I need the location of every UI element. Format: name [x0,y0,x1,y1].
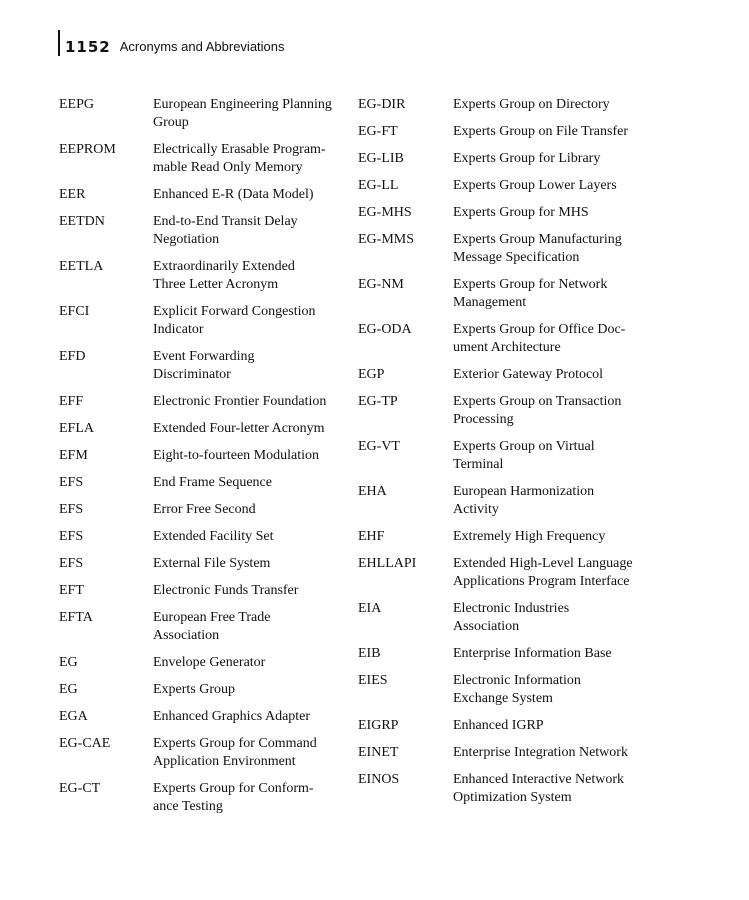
glossary-entry [59,393,349,411]
definition-line: European Harmonization [453,484,595,499]
entry-definition [153,303,349,339]
definition-line: Discriminator [153,367,231,382]
definition-line: Activity [453,502,499,517]
definition-line: Experts Group on Virtual [453,439,595,454]
entry-definition [453,672,658,708]
entry-acronym: EIES [358,673,388,688]
entry-definition [453,483,658,519]
entry-acronym: EG-VT [358,439,400,454]
definition-line: Experts Group on Transaction [453,394,622,409]
definition-line: European Free Trade [153,610,271,625]
definition-line: Applications Program Interface [453,574,630,589]
glossary-entry [358,483,658,519]
glossary-entry [358,204,658,222]
entry-definition [153,609,349,645]
entry-definition [453,123,658,141]
definition-line: Eight-to-fourteen Modulation [153,448,320,463]
entry-definition [153,393,349,411]
glossary-entry [59,303,349,339]
entry-definition [153,258,349,294]
entry-definition [453,744,658,762]
entry-definition [153,141,349,177]
entry-acronym: EG-NM [358,277,404,292]
right-column [358,96,658,816]
entry-acronym: EFS [59,475,84,490]
definition-line: Extended Facility Set [153,529,274,544]
glossary-entry [358,276,658,312]
definition-line: Indicator [153,322,204,337]
entry-definition [153,555,349,573]
glossary-entry [59,96,349,132]
definition-line: Experts Group [153,682,236,697]
entry-definition [153,780,349,816]
definition-line: Electronic Industries [453,601,570,616]
definition-line: Envelope Generator [153,655,266,670]
entry-definition [153,654,349,672]
entry-acronym: EFM [59,448,88,463]
definition-line: Management [453,295,527,310]
header-rule [58,30,60,56]
glossary-entry [59,609,349,645]
definition-line: Association [153,628,220,643]
glossary-entry [59,582,349,600]
entry-definition [453,717,658,735]
definition-line: Electronic Frontier Foundation [153,394,327,409]
definition-line: European Engineering Planning [153,97,332,112]
entry-acronym: EFTA [59,610,93,625]
definition-line: Application Environment [153,754,296,769]
glossary-entry [358,123,658,141]
running-header [58,30,285,56]
glossary-entry [358,177,658,195]
entry-definition [453,528,658,546]
entry-acronym: EEPG [59,97,94,112]
entry-definition [453,276,658,312]
definition-line: Event Forwarding [153,349,255,364]
glossary-entry [358,771,658,807]
entry-definition [153,708,349,726]
definition-line: Experts Group for MHS [453,205,589,220]
entry-acronym: EFLA [59,421,94,436]
entry-acronym: EG-TP [358,394,398,409]
glossary-entry [358,528,658,546]
glossary-entry [358,366,658,384]
entry-acronym: EGA [59,709,88,724]
entry-acronym: EHA [358,484,387,499]
entry-acronym: EG-CT [59,781,101,796]
entry-definition [153,735,349,771]
glossary-entry [59,528,349,546]
definition-line: Extremely High Frequency [453,529,606,544]
glossary-entry [358,600,658,636]
definition-line: Explicit Forward Congestion [153,304,316,319]
entry-acronym: EFS [59,529,84,544]
glossary-entry [59,186,349,204]
definition-line: Experts Group for Office Doc- [453,322,626,337]
glossary-entry [59,681,349,699]
definition-line: Negotiation [153,232,220,247]
entry-definition [453,555,658,591]
definition-line: Experts Group for Network [453,277,608,292]
definition-line: End-to-End Transit Delay [153,214,298,229]
entry-definition [153,420,349,438]
definition-line: Error Free Second [153,502,256,517]
definition-line: Optimization System [453,790,572,805]
definition-line: Three Letter Acronym [153,277,279,292]
definition-line: ument Architecture [453,340,561,355]
glossary-entry [59,708,349,726]
entry-definition [453,204,658,222]
entry-acronym: EG-LIB [358,151,404,166]
glossary-entry [59,447,349,465]
glossary-entry [59,735,349,771]
glossary-entry [358,393,658,429]
entry-definition [453,645,658,663]
left-column [59,96,349,825]
entry-acronym: EGP [358,367,385,382]
entry-acronym: EER [59,187,86,202]
definition-line: Terminal [453,457,504,472]
entry-definition [453,150,658,168]
entry-definition [453,438,658,474]
glossary-entry [59,780,349,816]
glossary-entry [59,141,349,177]
entry-definition [453,231,658,267]
entry-acronym: EG-MMS [358,232,415,247]
entry-definition [453,96,658,114]
glossary-entry [59,501,349,519]
glossary-entry [59,654,349,672]
entry-acronym: EG-ODA [358,322,412,337]
definition-line: Enterprise Integration Network [453,745,628,760]
glossary-entry [59,258,349,294]
definition-line: Message Specification [453,250,580,265]
definition-line: Experts Group Lower Layers [453,178,617,193]
entry-acronym: EEPROM [59,142,116,157]
entry-acronym: EIA [358,601,382,616]
entry-acronym: EINET [358,745,399,760]
glossary-entry [358,438,658,474]
entry-definition [453,177,658,195]
entry-acronym: EFD [59,349,86,364]
entry-acronym: EFT [59,583,84,598]
glossary-entry [358,645,658,663]
entry-definition [153,96,349,132]
entry-acronym: EIB [358,646,381,661]
entry-acronym: EINOS [358,772,400,787]
glossary-entry [358,744,658,762]
entry-acronym: EFS [59,556,84,571]
entry-definition [453,393,658,429]
entry-acronym: EG [59,655,78,670]
definition-line: Extended Four-letter Acronym [153,421,325,436]
entry-acronym: EG-LL [358,178,399,193]
entry-acronym: EFS [59,502,84,517]
entry-acronym: EFF [59,394,84,409]
entry-acronym: EG [59,682,78,697]
glossary-entry [358,672,658,708]
entry-definition [153,213,349,249]
glossary-entry [358,150,658,168]
definition-line: Association [453,619,520,634]
entry-definition [453,600,658,636]
definition-line: Extraordinarily Extended [153,259,295,274]
glossary-entry [59,474,349,492]
definition-line: Enhanced Interactive Network [453,772,625,787]
entry-definition [153,348,349,384]
definition-line: mable Read Only Memory [153,160,303,175]
definition-line: Enhanced IGRP [453,718,544,733]
definition-line: Experts Group for Library [453,151,601,166]
definition-line: Electronic Funds Transfer [153,583,299,598]
definition-line: Extended High-Level Language [453,556,633,571]
definition-line: Experts Group on Directory [453,97,610,112]
entry-acronym: EG-MHS [358,205,412,220]
glossary-entry [59,213,349,249]
entry-definition [453,321,658,357]
entry-acronym: EHF [358,529,385,544]
entry-acronym: EG-DIR [358,97,406,112]
entry-definition [153,447,349,465]
entry-definition [153,681,349,699]
glossary-entry [59,348,349,384]
running-title: Acronyms and Abbreviations [119,39,285,54]
definition-line: Experts Group for Conform- [153,781,314,796]
definition-line: External File System [153,556,271,571]
definition-line: Enterprise Information Base [453,646,612,661]
definition-line: End Frame Sequence [153,475,272,490]
definition-line: Electrically Erasable Program- [153,142,326,157]
page-number: 1152 [65,38,111,56]
definition-line: ance Testing [153,799,223,814]
entry-acronym: EIGRP [358,718,399,733]
entry-acronym: EG-CAE [59,736,111,751]
definition-line: Electronic Information [453,673,581,688]
entry-acronym: EHLLAPI [358,556,417,571]
definition-line: Processing [453,412,514,427]
glossary-entry [358,555,658,591]
definition-line: Experts Group on File Transfer [453,124,628,139]
entry-definition [153,528,349,546]
glossary-entry [358,231,658,267]
definition-line: Experts Group Manufacturing [453,232,622,247]
entry-acronym: EETDN [59,214,105,229]
entry-acronym: EETLA [59,259,104,274]
definition-line: Group [153,115,189,130]
entry-acronym: EFCI [59,304,90,319]
entry-definition [153,582,349,600]
definition-line: Exchange System [453,691,553,706]
entry-definition [453,366,658,384]
glossary-entry [358,96,658,114]
glossary-entry [358,717,658,735]
entry-definition [453,771,658,807]
glossary-entry [59,555,349,573]
definition-line: Enhanced Graphics Adapter [153,709,311,724]
definition-line: Exterior Gateway Protocol [453,367,604,382]
entry-acronym: EG-FT [358,124,398,139]
glossary-entry [358,321,658,357]
definition-line: Enhanced E-R (Data Model) [153,187,314,202]
entry-definition [153,474,349,492]
definition-line: Experts Group for Command [153,736,317,751]
entry-definition [153,501,349,519]
entry-definition [153,186,349,204]
glossary-entry [59,420,349,438]
